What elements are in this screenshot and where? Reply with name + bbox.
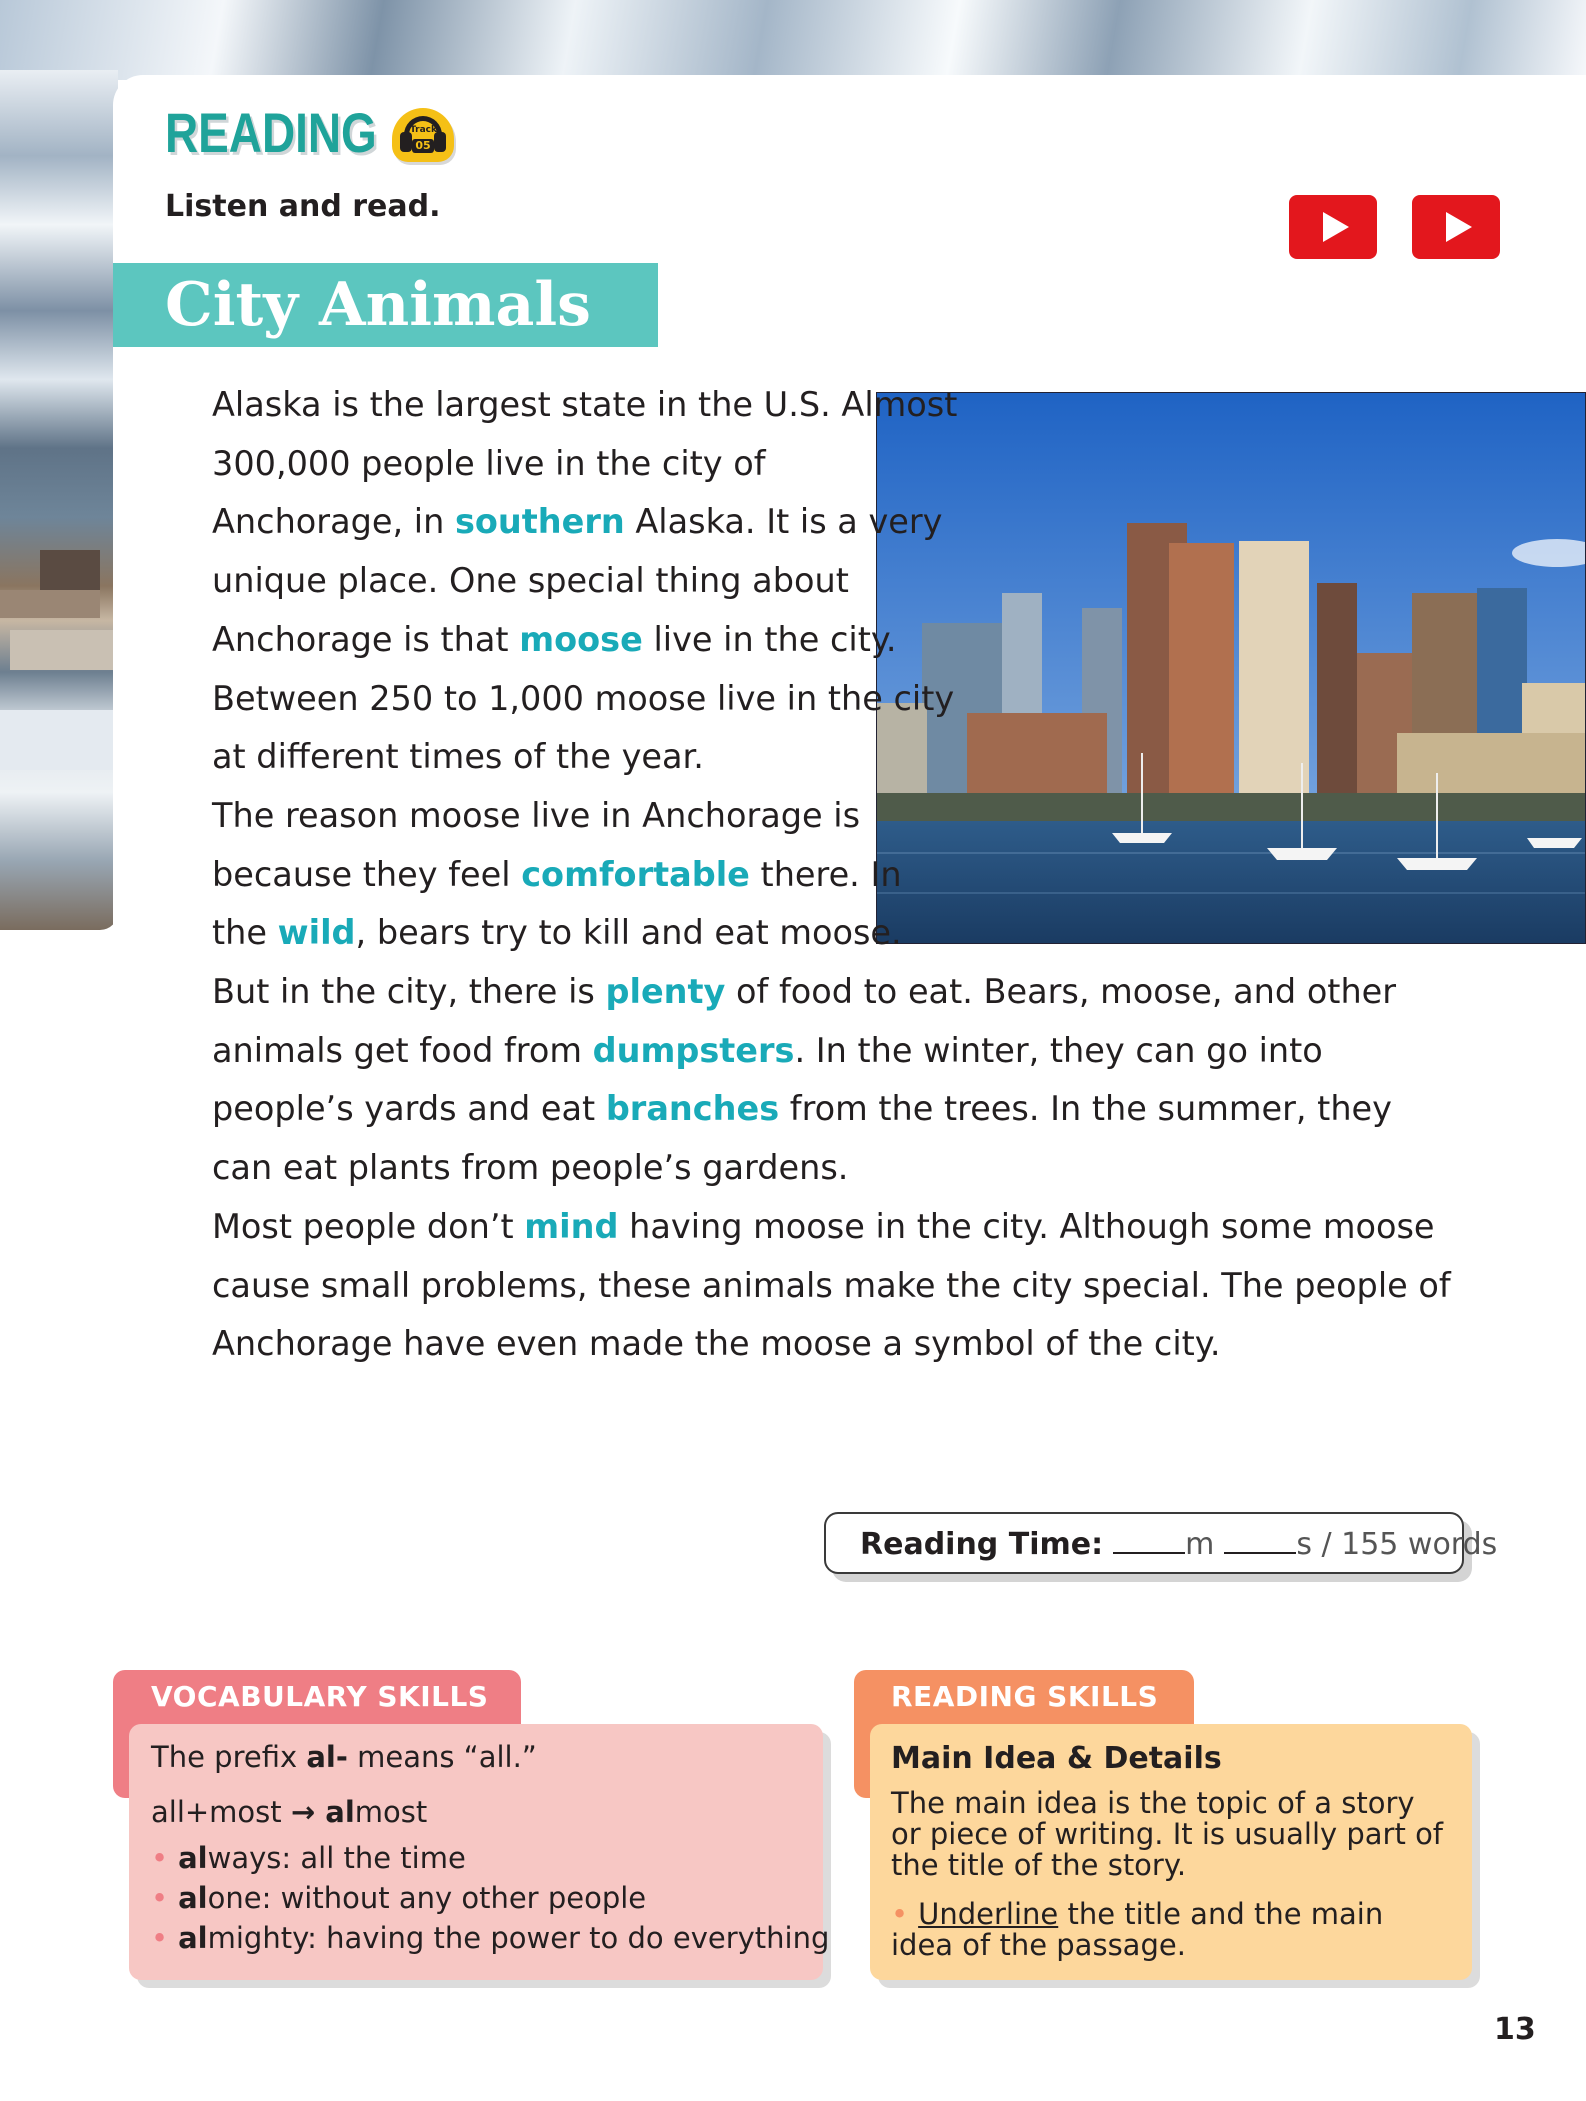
vocab-word: dumpsters (592, 1030, 795, 1070)
story-text-run: Alaska. It is a very unique place. One special thing about Anchorage is that (212, 502, 943, 659)
story-text (165, 376, 1455, 1374)
audio-track-label: Track (410, 125, 437, 135)
bullet-icon: • (151, 1881, 169, 1915)
reading-skills-task (891, 1899, 1451, 1961)
instruction-text: Listen and read. (165, 189, 441, 224)
vocab-list-item-2 (151, 1881, 646, 1915)
section-title: READING (165, 101, 377, 164)
mountain-background-top (0, 0, 1586, 80)
underline-word: Underline (918, 1897, 1059, 1931)
story-text-run: having moose in the city. Although some moose cause small problems, these animals make the city special. The people of Anchorage have even made the moose a symbol of the city. (212, 1206, 1451, 1364)
vocab-item-prefix: al (178, 1881, 208, 1915)
vocab-word: mind (524, 1206, 619, 1246)
reading-skills-body: The main idea is the topic of a story or piece of writing. It is usually part of the title of the story. (891, 1786, 1444, 1882)
story-text-run: Most people don’t (212, 1206, 525, 1246)
story-text-run: there. In the (212, 854, 902, 953)
reading-time-box (824, 1512, 1498, 1574)
prefix-definition-start: The prefix (151, 1740, 307, 1774)
vocab-list-item-3 (151, 1921, 829, 1955)
bullet-icon: • (891, 1897, 909, 1931)
minutes-blank[interactable] (1113, 1530, 1185, 1554)
vocab-item-definition: mighty: having the power to do everything (207, 1921, 830, 1955)
formula-parts: all+most (151, 1795, 291, 1829)
audio-headphones-icon[interactable] (392, 108, 454, 162)
seconds-blank[interactable] (1224, 1530, 1296, 1554)
task-text: the title and the main idea of the passage. (891, 1897, 1384, 1962)
reading-skills-label: READING SKILLS (891, 1680, 1159, 1713)
bullet-icon: • (151, 1841, 169, 1875)
vocab-word: wild (277, 913, 356, 953)
prefix-definition (151, 1740, 537, 1774)
seconds-words-unit: s / 155 words (1296, 1527, 1498, 1562)
play-video-button-1[interactable] (1289, 195, 1377, 259)
play-video-button-2[interactable] (1412, 195, 1500, 259)
photo-wrap-spacer (960, 376, 1455, 963)
story-text-run: . In the winter, they can go into people’s yards and eat (212, 1030, 1323, 1129)
story-paragraph-1 (165, 376, 1455, 787)
story-text-run: of food to eat. Bears, moose, and other animals get food from (212, 972, 1397, 1070)
prefix-formula (151, 1795, 427, 1829)
page-number: 13 (1494, 2012, 1536, 2047)
story-text-run: live in the city. Between 250 to 1,000 moose live in the city at different times of the year. (212, 619, 955, 777)
vocab-word: comfortable (521, 854, 750, 894)
vocab-item-definition: ways: all the time (207, 1841, 466, 1875)
play-icon (1323, 212, 1349, 242)
arrow-icon: → (290, 1795, 316, 1829)
story-text-run: Alaska is the largest state in the U.S. Almost 300,000 people live in the city of Anchorage, in (212, 385, 958, 542)
vocab-word: plenty (605, 972, 726, 1012)
formula-prefix: al (315, 1795, 355, 1829)
vocab-item-prefix: al (178, 1841, 208, 1875)
story-text-run: from the trees. In the summer, they can eat plants from people’s gardens. (212, 1089, 1392, 1188)
story-text-run: , bears try to kill and eat moose. But in the city, there is (212, 913, 902, 1012)
vocab-word: southern (454, 502, 625, 542)
prefix-definition-end: means “all.” (347, 1740, 537, 1774)
vocab-word: branches (605, 1089, 780, 1129)
story-paragraph-3 (165, 1198, 1455, 1374)
vocab-item-prefix: al (178, 1921, 208, 1955)
headphones-right-cup (434, 132, 446, 152)
vocab-list-item-1 (151, 1841, 466, 1875)
bullet-icon: • (151, 1921, 169, 1955)
vocabulary-skills-label: VOCABULARY SKILLS (151, 1680, 489, 1713)
story-title: City Animals (165, 270, 591, 340)
audio-track-number: 05 (412, 139, 434, 153)
minutes-unit: m (1185, 1527, 1215, 1562)
headphones-left-cup (400, 132, 412, 152)
mountain-city-background-left (0, 70, 118, 930)
reading-time-label: Reading Time: (860, 1527, 1104, 1562)
vocab-item-definition: one: without any other people (207, 1881, 647, 1915)
formula-result: most (354, 1795, 428, 1829)
story-text-run: The reason moose live in Anchorage is because they feel (212, 795, 861, 894)
vocab-word: moose (519, 619, 643, 659)
reading-skills-heading: Main Idea & Details (891, 1741, 1222, 1776)
prefix-al: al- (306, 1740, 348, 1774)
play-icon (1446, 212, 1472, 242)
